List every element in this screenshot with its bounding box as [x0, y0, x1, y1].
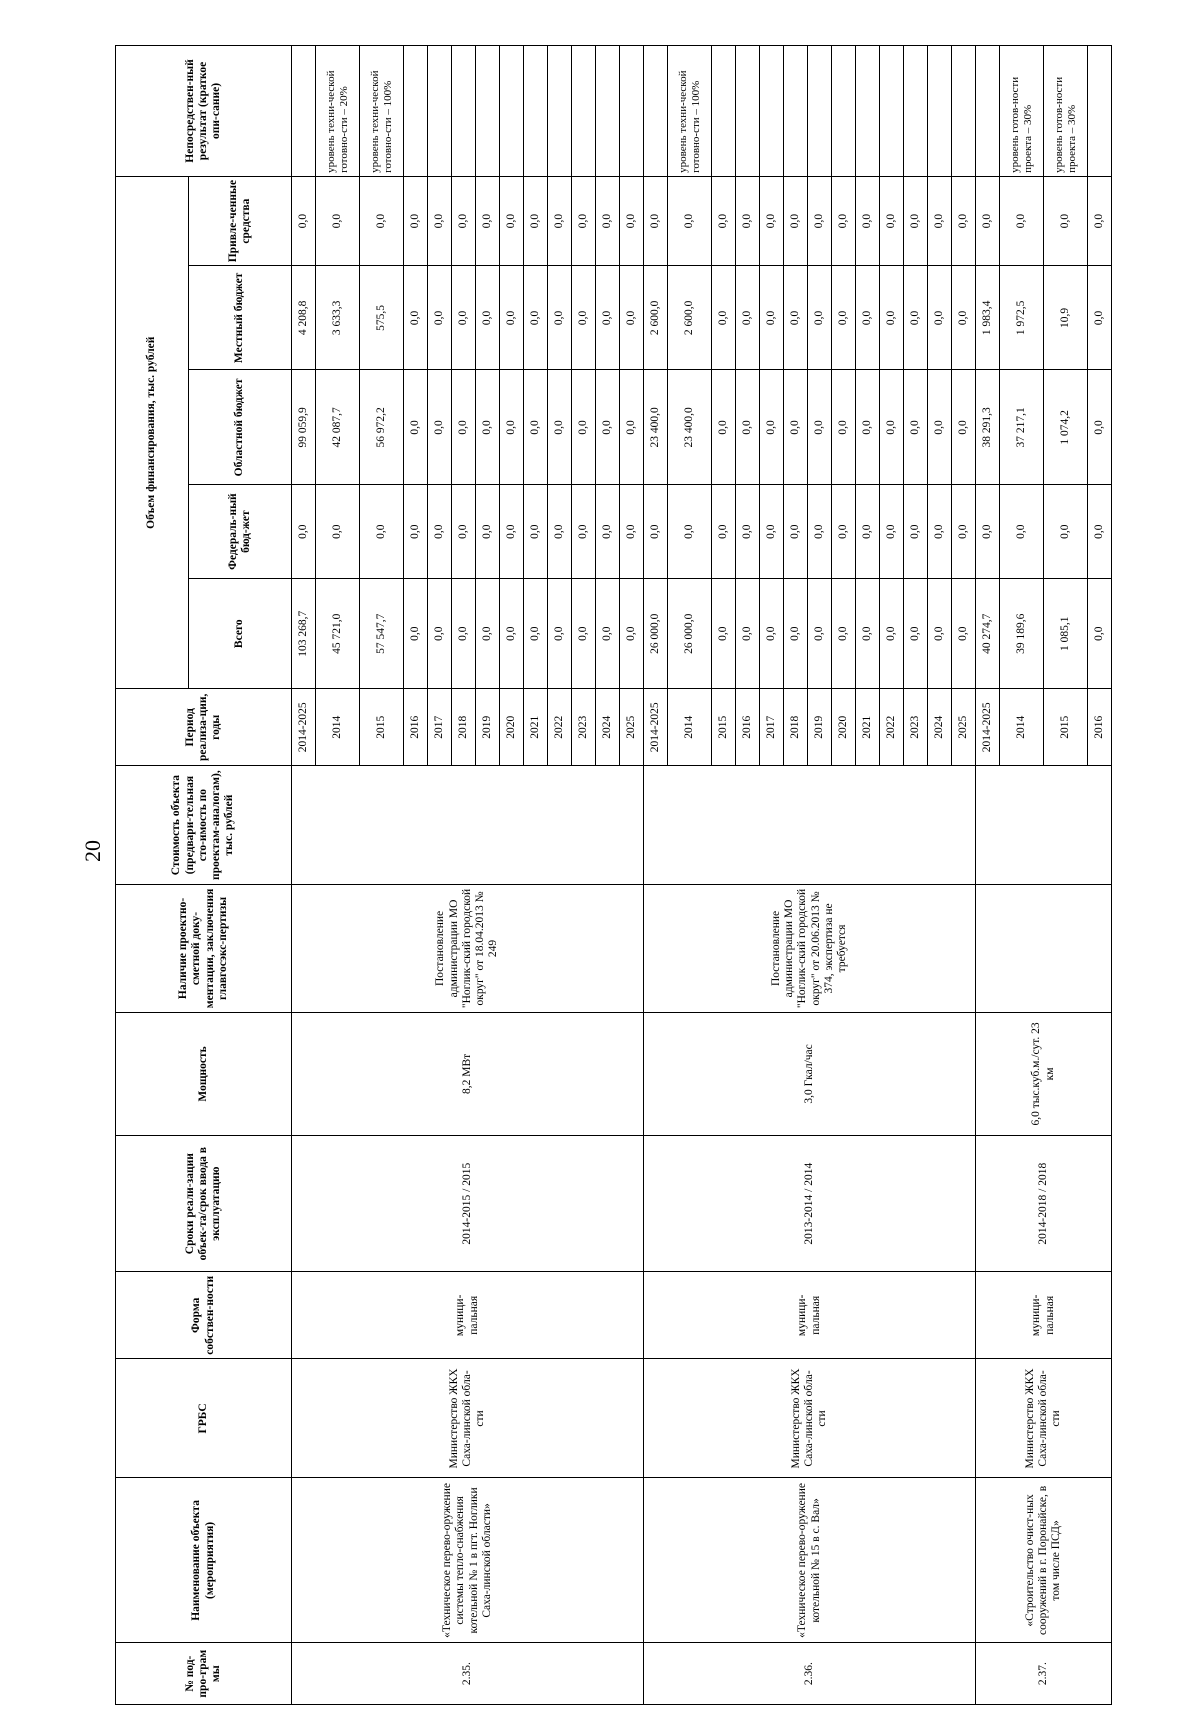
cell-federal: 0,0 [976, 485, 1000, 579]
header-regional: Областной бюджет [189, 370, 292, 485]
cell-federal: 0,0 [736, 485, 760, 579]
cell-total: 0,0 [880, 578, 904, 689]
cell-federal: 0,0 [596, 485, 620, 579]
cell-total: 0,0 [428, 578, 452, 689]
header-terms: Сроки реали-зации объек-та/срок ввода в эксплуатацию [116, 1136, 292, 1272]
header-num: № под-про-грам мы [116, 1643, 292, 1705]
cell-federal: 0,0 [404, 485, 428, 579]
cell-attracted: 0,0 [644, 176, 668, 265]
cell-result [476, 46, 500, 177]
cell-cost [976, 766, 1112, 885]
cell-total: 0,0 [404, 578, 428, 689]
cell-period: 2014-2025 [976, 689, 1000, 766]
cell-period: 2018 [784, 689, 808, 766]
cell-period: 2020 [832, 689, 856, 766]
cell-local: 0,0 [952, 266, 976, 370]
cell-federal: 0,0 [856, 485, 880, 579]
cell-cost [644, 766, 976, 885]
cell-attracted: 0,0 [712, 176, 736, 265]
cell-period: 2014 [668, 689, 712, 766]
cell-total: 0,0 [524, 578, 548, 689]
cell-regional: 1 074,2 [1044, 370, 1088, 485]
cell-regional: 0,0 [476, 370, 500, 485]
cell-period: 2016 [1088, 689, 1112, 766]
cell-federal: 0,0 [428, 485, 452, 579]
cell-result [784, 46, 808, 177]
cell-local: 0,0 [712, 266, 736, 370]
cell-attracted: 0,0 [760, 176, 784, 265]
cell-terms: 2013-2014 / 2014 [644, 1136, 976, 1272]
cell-result [712, 46, 736, 177]
cell-total: 103 268,7 [292, 578, 316, 689]
cell-attracted: 0,0 [620, 176, 644, 265]
cell-total: 0,0 [904, 578, 928, 689]
cell-total: 0,0 [596, 578, 620, 689]
cell-psd: Постановление администрации МО "Ноглик-ский городской округ" от 18.04.2013 № 249 [292, 885, 644, 1013]
cell-local: 0,0 [928, 266, 952, 370]
cell-period: 2023 [572, 689, 596, 766]
cell-result [292, 46, 316, 177]
cell-attracted: 0,0 [856, 176, 880, 265]
cell-psd [976, 885, 1112, 1013]
cell-local: 0,0 [904, 266, 928, 370]
cell-period: 2015 [1044, 689, 1088, 766]
cell-period: 2017 [760, 689, 784, 766]
cell-grbs: Министерство ЖКХ Саха-линской обла-сти [644, 1359, 976, 1478]
header-period: Период реализа-ции, годы [116, 689, 292, 766]
cell-regional: 0,0 [856, 370, 880, 485]
header-federal: Федераль-ный бюд-жет [189, 485, 292, 579]
cell-local: 0,0 [880, 266, 904, 370]
cell-attracted: 0,0 [928, 176, 952, 265]
cell-federal: 0,0 [316, 485, 360, 579]
cell-result [644, 46, 668, 177]
cell-attracted: 0,0 [736, 176, 760, 265]
cell-result [452, 46, 476, 177]
cell-regional: 0,0 [428, 370, 452, 485]
header-grbs: ГРБС [116, 1359, 292, 1478]
header-local: Местный бюджет [189, 266, 292, 370]
cell-attracted: 0,0 [1088, 176, 1112, 265]
cell-regional: 38 291,3 [976, 370, 1000, 485]
table-row [644, 46, 668, 1705]
cell-federal: 0,0 [476, 485, 500, 579]
cell-period: 2020 [500, 689, 524, 766]
cell-total: 0,0 [952, 578, 976, 689]
cell-period: 2018 [452, 689, 476, 766]
cell-total: 0,0 [760, 578, 784, 689]
cell-result [904, 46, 928, 177]
cell-regional: 0,0 [620, 370, 644, 485]
cell-total: 0,0 [572, 578, 596, 689]
cell-name: «Техническое перево-оружение системы тепло-снабжения котельной № 1 в пгт. Ноглики Саха-линской области» [292, 1478, 644, 1643]
cell-federal: 0,0 [360, 485, 404, 579]
cell-total: 0,0 [620, 578, 644, 689]
cell-result: уровень готов-ности проекта – 30% [1000, 46, 1044, 177]
header-result: Непосредствен-ный результат (краткое опи-сание) [116, 46, 292, 177]
cell-result [572, 46, 596, 177]
cell-period: 2024 [596, 689, 620, 766]
cell-regional: 37 217,1 [1000, 370, 1044, 485]
cell-result [976, 46, 1000, 177]
cell-period: 2023 [904, 689, 928, 766]
cell-result: уровень техни-ческой готовно-сти – 100% [668, 46, 712, 177]
header-financing: Объем финансирования, тыс. рублей [116, 176, 189, 689]
cell-terms: 2014-2015 / 2015 [292, 1136, 644, 1272]
cell-attracted: 0,0 [596, 176, 620, 265]
cell-terms: 2014-2018 / 2018 [976, 1136, 1112, 1272]
cell-result: уровень техни-ческой готовно-сти – 100% [360, 46, 404, 177]
cell-federal: 0,0 [644, 485, 668, 579]
cell-federal: 0,0 [1000, 485, 1044, 579]
cell-result: уровень готов-ности проекта – 30% [1044, 46, 1088, 177]
cell-regional: 0,0 [596, 370, 620, 485]
cell-federal: 0,0 [928, 485, 952, 579]
cell-result [404, 46, 428, 177]
table-row [292, 46, 316, 1705]
cell-regional: 23 400,0 [644, 370, 668, 485]
cell-regional: 0,0 [904, 370, 928, 485]
cell-local: 0,0 [1088, 266, 1112, 370]
table-row [976, 46, 1000, 1705]
cell-attracted: 0,0 [360, 176, 404, 265]
cell-result [832, 46, 856, 177]
cell-capacity: 3,0 Гкал/час [644, 1012, 976, 1135]
header-ownership: Форма собствен-ности [116, 1272, 292, 1359]
cell-local: 2 600,0 [668, 266, 712, 370]
cell-attracted: 0,0 [500, 176, 524, 265]
cell-regional: 0,0 [1088, 370, 1112, 485]
cell-result [928, 46, 952, 177]
cell-regional: 0,0 [572, 370, 596, 485]
cell-total: 1 085,1 [1044, 578, 1088, 689]
cell-attracted: 0,0 [524, 176, 548, 265]
cell-local: 1 972,5 [1000, 266, 1044, 370]
cell-local: 0,0 [524, 266, 548, 370]
cell-regional: 0,0 [832, 370, 856, 485]
cell-period: 2021 [856, 689, 880, 766]
cell-regional: 0,0 [952, 370, 976, 485]
cell-result [548, 46, 572, 177]
cell-federal: 0,0 [712, 485, 736, 579]
cell-local: 0,0 [500, 266, 524, 370]
cell-regional: 0,0 [500, 370, 524, 485]
cell-capacity: 6,0 тыс.куб.м./сут. 23 км [976, 1012, 1112, 1135]
cell-federal: 0,0 [500, 485, 524, 579]
cell-local: 0,0 [808, 266, 832, 370]
cell-federal: 0,0 [904, 485, 928, 579]
page-number: 20 [80, 840, 105, 862]
cell-local: 0,0 [596, 266, 620, 370]
cell-total: 26 000,0 [668, 578, 712, 689]
cell-local: 10,9 [1044, 266, 1088, 370]
cell-federal: 0,0 [548, 485, 572, 579]
cell-total: 45 721,0 [316, 578, 360, 689]
cell-regional: 0,0 [784, 370, 808, 485]
cell-total: 0,0 [548, 578, 572, 689]
cell-attracted: 0,0 [428, 176, 452, 265]
cell-attracted: 0,0 [952, 176, 976, 265]
cell-ownership: муници-пальная [644, 1272, 976, 1359]
cell-num: 2.37. [976, 1643, 1112, 1705]
cell-total: 39 189,6 [1000, 578, 1044, 689]
cell-total: 0,0 [712, 578, 736, 689]
cell-cost [292, 766, 644, 885]
cell-federal: 0,0 [452, 485, 476, 579]
cell-total: 26 000,0 [644, 578, 668, 689]
cell-result [856, 46, 880, 177]
cell-regional: 0,0 [524, 370, 548, 485]
cell-local: 1 983,4 [976, 266, 1000, 370]
cell-attracted: 0,0 [1000, 176, 1044, 265]
header-attracted: Привле-ченные средства [189, 176, 292, 265]
cell-regional: 0,0 [808, 370, 832, 485]
cell-result [428, 46, 452, 177]
cell-federal: 0,0 [880, 485, 904, 579]
cell-period: 2021 [524, 689, 548, 766]
cell-local: 0,0 [572, 266, 596, 370]
cell-attracted: 0,0 [904, 176, 928, 265]
cell-local: 0,0 [476, 266, 500, 370]
cell-attracted: 0,0 [668, 176, 712, 265]
cell-grbs: Министерство ЖКХ Саха-линской обла-сти [976, 1359, 1112, 1478]
cell-period: 2022 [880, 689, 904, 766]
cell-total: 0,0 [856, 578, 880, 689]
cell-attracted: 0,0 [808, 176, 832, 265]
cell-federal: 0,0 [620, 485, 644, 579]
cell-regional: 0,0 [712, 370, 736, 485]
cell-local: 0,0 [856, 266, 880, 370]
cell-result [1088, 46, 1112, 177]
cell-total: 57 547,7 [360, 578, 404, 689]
cell-period: 2019 [476, 689, 500, 766]
cell-local: 0,0 [736, 266, 760, 370]
cell-name: «Техническое перево-оружение котельной № 15 в с. Вал» [644, 1478, 976, 1643]
cell-total: 0,0 [452, 578, 476, 689]
cell-psd: Постановление администрации МО "Ноглик-ский городской округ" от 20.06.2013 № 374, экспертиза не требуется [644, 885, 976, 1013]
cell-result [620, 46, 644, 177]
cell-attracted: 0,0 [1044, 176, 1088, 265]
cell-regional: 0,0 [928, 370, 952, 485]
cell-result [596, 46, 620, 177]
cell-attracted: 0,0 [572, 176, 596, 265]
header-name: Наименование объекта (мероприятия) [116, 1478, 292, 1643]
financing-table [115, 45, 1112, 1705]
cell-attracted: 0,0 [404, 176, 428, 265]
cell-federal: 0,0 [524, 485, 548, 579]
cell-period: 2014 [316, 689, 360, 766]
cell-period: 2019 [808, 689, 832, 766]
cell-federal: 0,0 [832, 485, 856, 579]
cell-num: 2.35. [292, 1643, 644, 1705]
table-container [115, 45, 1105, 1705]
cell-local: 0,0 [428, 266, 452, 370]
cell-local: 0,0 [404, 266, 428, 370]
cell-regional: 0,0 [736, 370, 760, 485]
cell-regional: 0,0 [880, 370, 904, 485]
cell-attracted: 0,0 [784, 176, 808, 265]
cell-regional: 0,0 [548, 370, 572, 485]
cell-result: уровень техни-ческой готовно-сти – 20% [316, 46, 360, 177]
cell-federal: 0,0 [808, 485, 832, 579]
cell-total: 0,0 [832, 578, 856, 689]
cell-period: 2016 [736, 689, 760, 766]
cell-local: 575,5 [360, 266, 404, 370]
cell-regional: 0,0 [452, 370, 476, 485]
cell-regional: 0,0 [760, 370, 784, 485]
cell-result [736, 46, 760, 177]
table-body [292, 46, 1112, 1705]
cell-federal: 0,0 [1088, 485, 1112, 579]
cell-attracted: 0,0 [880, 176, 904, 265]
cell-local: 2 600,0 [644, 266, 668, 370]
cell-name: «Строительство очист-ных сооружений в г. Поронайске, в том числе ПСД» [976, 1478, 1112, 1643]
cell-period: 2025 [620, 689, 644, 766]
cell-grbs: Министерство ЖКХ Саха-линской обла-сти [292, 1359, 644, 1478]
cell-period: 2014 [1000, 689, 1044, 766]
header-capacity: Мощность [116, 1012, 292, 1135]
cell-period: 2015 [360, 689, 404, 766]
cell-total: 0,0 [476, 578, 500, 689]
cell-capacity: 8,2 МВт [292, 1012, 644, 1135]
header-cost: Стоимость объекта (предвари-тельная сто-имость по проектам-аналогам), тыс. рублей [116, 766, 292, 885]
cell-period: 2024 [928, 689, 952, 766]
cell-period: 2022 [548, 689, 572, 766]
cell-attracted: 0,0 [452, 176, 476, 265]
cell-federal: 0,0 [760, 485, 784, 579]
cell-attracted: 0,0 [832, 176, 856, 265]
cell-regional: 56 972,2 [360, 370, 404, 485]
cell-ownership: муници-пальная [976, 1272, 1112, 1359]
cell-federal: 0,0 [784, 485, 808, 579]
cell-total: 0,0 [928, 578, 952, 689]
cell-period: 2016 [404, 689, 428, 766]
cell-result [500, 46, 524, 177]
cell-total: 0,0 [1088, 578, 1112, 689]
cell-federal: 0,0 [292, 485, 316, 579]
cell-total: 0,0 [500, 578, 524, 689]
cell-federal: 0,0 [668, 485, 712, 579]
cell-num: 2.36. [644, 1643, 976, 1705]
cell-attracted: 0,0 [976, 176, 1000, 265]
cell-regional: 23 400,0 [668, 370, 712, 485]
cell-local: 0,0 [452, 266, 476, 370]
cell-ownership: муници-пальная [292, 1272, 644, 1359]
cell-total: 0,0 [784, 578, 808, 689]
header-total: Всего [189, 578, 292, 689]
header-psd: Наличие проектно-сметной доку-ментации, заключения главгосэкс-пертизы [116, 885, 292, 1013]
cell-local: 0,0 [548, 266, 572, 370]
cell-total: 0,0 [736, 578, 760, 689]
cell-period: 2014-2025 [292, 689, 316, 766]
cell-regional: 99 059,9 [292, 370, 316, 485]
cell-period: 2015 [712, 689, 736, 766]
cell-result [760, 46, 784, 177]
cell-local: 0,0 [620, 266, 644, 370]
cell-result [808, 46, 832, 177]
cell-local: 4 208,8 [292, 266, 316, 370]
cell-attracted: 0,0 [292, 176, 316, 265]
cell-local: 0,0 [760, 266, 784, 370]
cell-local: 0,0 [832, 266, 856, 370]
cell-period: 2014-2025 [644, 689, 668, 766]
cell-result [952, 46, 976, 177]
cell-result [524, 46, 548, 177]
cell-total: 40 274,7 [976, 578, 1000, 689]
cell-regional: 42 087,7 [316, 370, 360, 485]
cell-attracted: 0,0 [316, 176, 360, 265]
cell-attracted: 0,0 [548, 176, 572, 265]
cell-total: 0,0 [808, 578, 832, 689]
cell-result [880, 46, 904, 177]
cell-federal: 0,0 [952, 485, 976, 579]
cell-period: 2025 [952, 689, 976, 766]
cell-period: 2017 [428, 689, 452, 766]
cell-federal: 0,0 [572, 485, 596, 579]
cell-attracted: 0,0 [476, 176, 500, 265]
cell-regional: 0,0 [404, 370, 428, 485]
cell-local: 0,0 [784, 266, 808, 370]
cell-federal: 0,0 [1044, 485, 1088, 579]
cell-local: 3 633,3 [316, 266, 360, 370]
